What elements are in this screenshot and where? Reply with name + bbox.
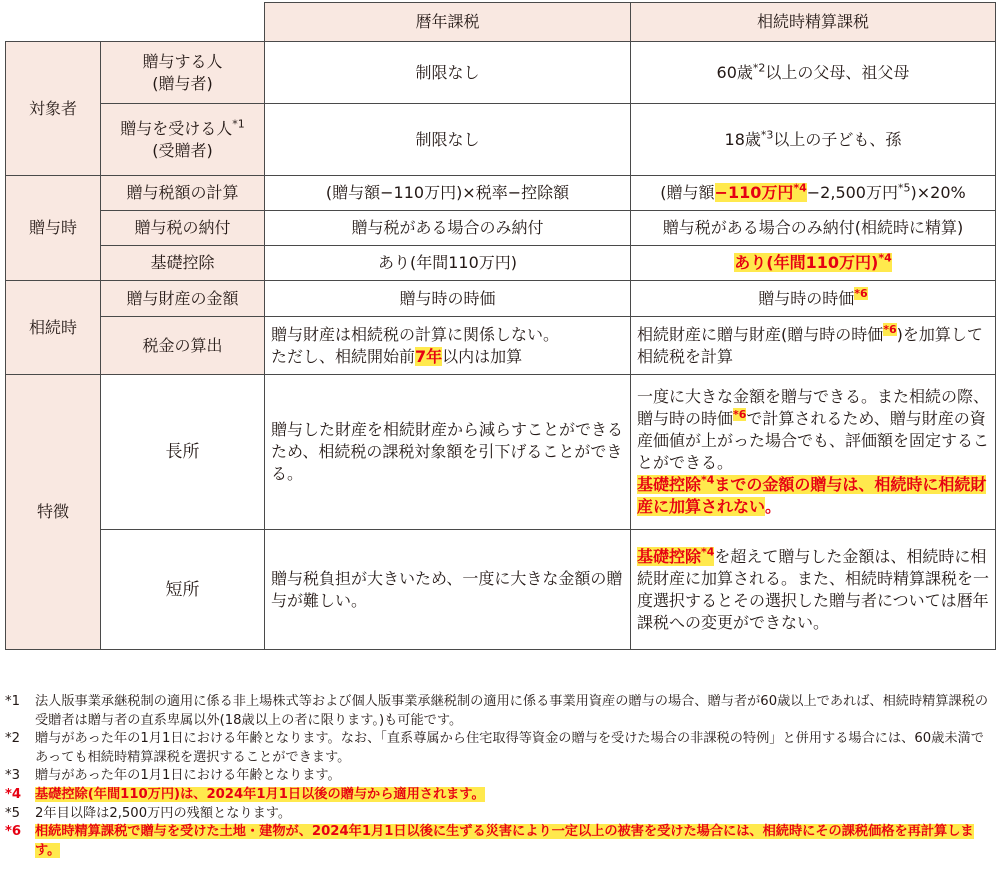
receiver-desc: 以上の子ども、孫 [773,129,902,149]
footnote-6 [5,823,995,860]
merit-hl [637,475,986,516]
tax-settle-a: 相続財産に贈与財産(贈与時の時価 [637,324,884,344]
giver-age: 60歳 [716,62,753,82]
group-feature: 特徴 [6,375,101,650]
group-gift: 贈与時 [6,176,101,281]
footnote-text-wrap [35,823,995,860]
merit-calendar: 贈与した財産を相続財産から減らすことができるため、相続税の課税対象額を引下げることができる。 [265,375,631,530]
row-giver [6,42,996,104]
footnote-2 [5,730,995,767]
merit-a: 一度に大きな金額を贈与できる。また相続の際、贈与時の時価 [637,387,990,428]
label-deduction: 基礎控除 [101,246,265,281]
label-merit: 長所 [101,375,265,530]
value-settlement [631,281,996,317]
label-receiver [101,104,265,176]
calc-a: (贈与額 [660,183,715,202]
label-receiver-line1 [107,118,258,140]
merit-hl-b: までの金額の贈与は、相続時に相続財産に加算されない [637,475,987,516]
calc-hl-text: −110万円 [714,183,794,202]
tax-7years-highlight: 7年 [415,346,443,366]
note-ref: *4 [878,251,892,265]
giver-settlement [631,42,996,104]
footnote-mark: *6 [5,824,22,840]
group-inherit: 相続時 [6,281,101,375]
merit-settle-main [637,386,989,474]
header-blank [6,3,265,42]
row-demerit [6,530,996,650]
tax-settle-b: )を加算して相続税を計算 [637,324,983,366]
value-calendar: 贈与時の時価 [265,281,631,317]
label-giver-line1: 贈与する人 [142,51,223,71]
receiver-settlement [631,104,996,176]
footnote-text: 贈与があった年の1月1日における年齢となります。なお、「直系尊属から住宅取得等資金の贈与を受けた場合の非課税の特例」と併用する場合には、60歳未満であっても相続時精算課税を選択することができます。 [35,731,984,765]
payment-calendar: 贈与税がある場合のみ納付 [265,211,631,246]
note-ref: *2 [752,61,766,75]
footnote-3 [5,767,995,786]
label-value: 贈与財産の金額 [101,281,265,317]
demerit-hl-text: 基礎控除 [637,546,702,566]
label-demerit: 短所 [101,530,265,650]
row-calc [6,176,996,211]
label-payment: 贈与税の納付 [101,211,265,246]
giver-calendar: 制限なし [265,42,631,104]
receiver-age: 18歳 [724,129,761,149]
footnote-text: 贈与があった年の1月1日における年齢となります。 [35,768,341,784]
note-ref: *6 [733,407,747,421]
row-receiver [6,104,996,176]
demerit-settlement [631,530,996,650]
footnote-mark: *1 [5,694,20,709]
tax-settlement [631,317,996,375]
label-receiver-text: 贈与を受ける人 [120,118,233,138]
merit-hl-a: 基礎控除 [637,475,702,494]
tax-line2-b: 以内は加算 [442,346,523,366]
label-giver [101,42,265,104]
demerit-hl [637,547,714,566]
note-ref: *6 [854,287,868,301]
footnote-1 [5,693,995,730]
deduction-calendar: あり(年間110万円) [265,246,631,281]
note-ref: *3 [760,128,774,142]
calc-highlight [715,183,807,202]
demerit-b: を超えて贈与した金額は、相続時に相続財産に加算される。また、相続時精算課税を一度選択するとその選択した贈与者については暦年課税への変更ができない。 [637,546,990,632]
footnote-5 [5,805,995,824]
note-ref: *6 [883,323,897,337]
note-ref: *1 [232,117,245,131]
calc-calendar: (贈与額−110万円)×税率−控除額 [265,176,631,211]
footnote-text: 基礎控除(年間110万円)は、2024年1月1日以後の贈与から適用されます。 [35,786,485,802]
note-ref: *4 [701,545,715,559]
label-tax: 税金の算出 [101,317,265,375]
note-ref: *4 [701,473,715,487]
merit-hl-end: 。 [765,497,782,516]
footnotes [5,693,995,860]
receiver-calendar: 制限なし [265,104,631,176]
tax-calendar [265,317,631,375]
footnote-mark: *5 [5,805,20,821]
footnote-text: 相続時精算課税で贈与を受けた土地・建物が、2024年1月1日以後に生ずる災害により一定以上の被害を受けた場合には、相続時にその課税価格を再計算します。 [35,824,974,858]
merit-settlement [631,375,996,530]
footnote-text: 2年目以降は2,500万円の残額となります。 [35,805,292,821]
header-row [6,3,996,42]
group-target: 対象者 [6,42,101,176]
label-calc: 贈与税額の計算 [101,176,265,211]
header-settlement: 相続時精算課税 [631,3,996,42]
tax-line2 [271,346,624,368]
merit-settle-highlight [637,474,989,518]
row-value [6,281,996,317]
value-text: 贈与時の時価 [758,288,855,308]
deduction-highlight [734,253,891,272]
header-calendar-year: 暦年課税 [265,3,631,42]
comparison-table [5,2,996,650]
footnote-text: 法人版事業承継税制の適用に係る非上場株式等および個人版事業承継税制の適用に係る事業用資産の贈与の場合、贈与者が60歳以上であれば、相続時精算課税の受贈者は贈与者の直系卑属以外(18歳以上の者に限ります。)も可能です。 [35,694,989,728]
tax-line2-a: ただし、相続開始前 [271,346,416,366]
footnote-mark: *3 [5,768,20,784]
demerit-calendar: 贈与税負担が大きいため、一度に大きな金額の贈与が難しい。 [265,530,631,650]
merit-b: で計算されるため、贈与財産の資産価値が上がった場合でも、評価額を固定することができる。 [637,409,990,472]
footnote-text-wrap [35,786,995,805]
row-deduction [6,246,996,281]
giver-desc: 以上の父母、祖父母 [765,62,910,82]
tax-line1: 贈与財産は相続税の計算に関係しない。 [271,324,560,344]
calc-c: )×20% [910,183,966,202]
deduction-hl-text: あり(年間110万円) [734,253,879,272]
footnote-mark: *2 [5,731,20,747]
calc-b: −2,500万円 [806,183,898,202]
row-tax [6,317,996,375]
calc-settlement [631,176,996,211]
payment-settlement: 贈与税がある場合のみ納付(相続時に精算) [631,211,996,246]
note-ref: *4 [793,181,807,195]
row-payment [6,211,996,246]
deduction-settlement [631,246,996,281]
footnote-mark: *4 [5,786,22,802]
label-giver-line2: (贈与者) [152,73,213,93]
footnote-4 [5,786,995,805]
label-receiver-line2: (受贈者) [152,140,213,160]
row-merit [6,375,996,530]
note-ref: *5 [897,181,911,195]
